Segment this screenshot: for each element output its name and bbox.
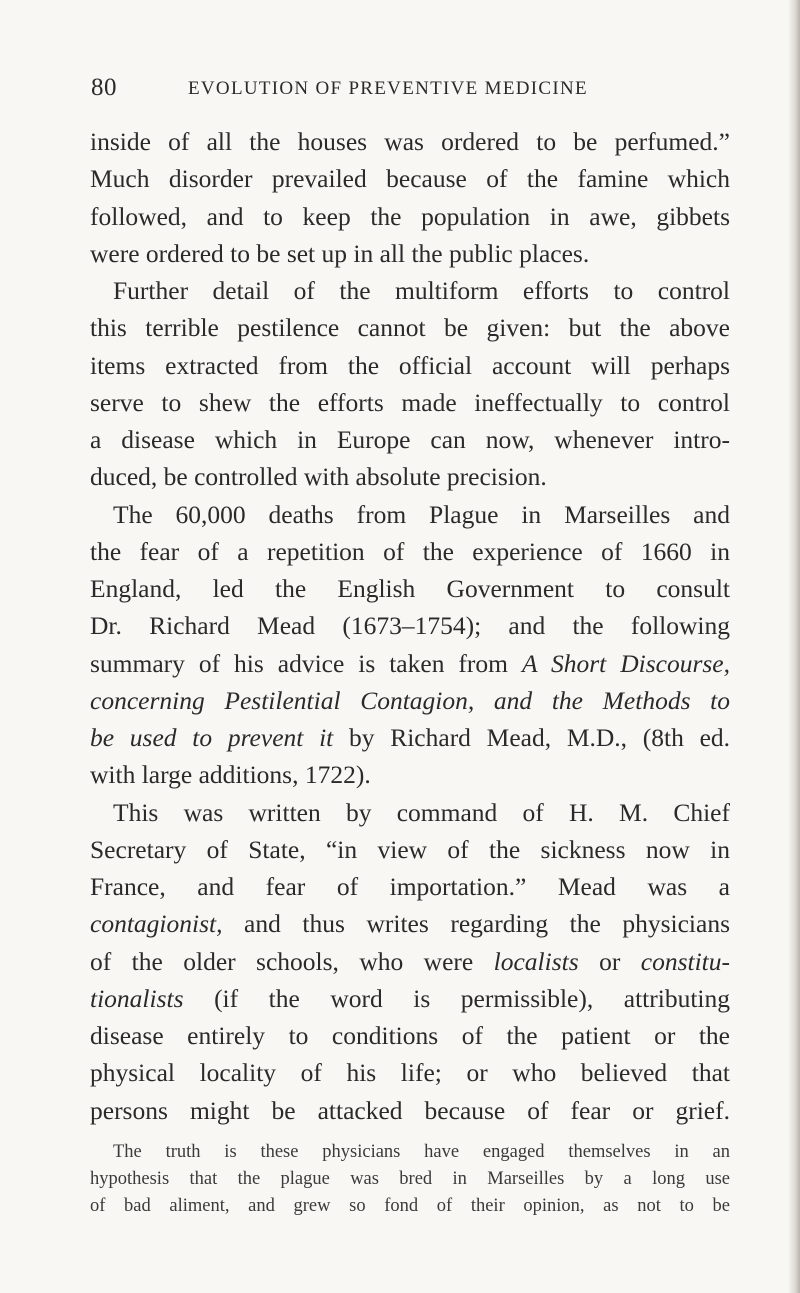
italic-term: contagionist, xyxy=(90,909,223,939)
text-line: physical locality of his life; or who believed that xyxy=(90,1058,730,1088)
book-title-italic: A Short Discourse, xyxy=(521,648,731,678)
quote-line: of bad aliment, and grew so fond of their opinion, as not to be xyxy=(90,1195,730,1216)
text-line xyxy=(90,980,730,1017)
text-line: followed, and to keep the population in awe, gibbets xyxy=(90,201,730,231)
text-line: persons might be attacked because of fear or grief. xyxy=(90,1095,730,1125)
text-line xyxy=(90,943,730,980)
italic-term: constitu- xyxy=(640,946,731,976)
running-title: EVOLUTION OF PREVENTIVE MEDICINE xyxy=(188,78,588,99)
text-fragment: and thus writes regarding the physicians xyxy=(244,909,730,939)
text-line: items extracted from the official account will perhaps xyxy=(90,350,730,380)
text-line: disease entirely to conditions of the patient or the xyxy=(90,1021,730,1050)
text-line: duced, be controlled with absolute precision. xyxy=(90,462,547,492)
page-edge-shadow xyxy=(788,0,800,1293)
page-header xyxy=(91,74,731,108)
text-line: were ordered to be set up in all the public places. xyxy=(90,238,590,268)
text-line xyxy=(90,719,730,756)
book-title-italic: be used to prevent it xyxy=(90,723,334,752)
text-line xyxy=(90,905,730,942)
text-line: inside of all the houses was ordered to be perfumed.” xyxy=(90,127,730,156)
text-line: France, and fear of importation.” Mead was a xyxy=(90,872,730,901)
quote-line: The truth is these physicians have engaged themselves in an xyxy=(113,1141,730,1162)
page-number: 80 xyxy=(91,74,117,101)
text-fragment: summary of his advice is taken from xyxy=(90,648,508,678)
text-fragment: or xyxy=(599,946,621,976)
text-fragment: of the older schools, who were xyxy=(90,946,474,976)
text-line: Secretary of State, “in view of the sickness now in xyxy=(90,834,730,864)
paragraph-start: The 60,000 deaths from Plague in Marseilles and xyxy=(113,499,730,529)
text-line: with large additions, 1722). xyxy=(90,760,371,790)
paragraph-start: This was written by command of H. M. Chief xyxy=(113,797,730,827)
text-line: Much disorder prevailed because of the famine which xyxy=(90,164,730,194)
text-line: serve to shew the efforts made ineffectually to control xyxy=(90,387,730,417)
text-line: England, led the English Government to consult xyxy=(90,574,730,603)
text-line xyxy=(90,645,730,682)
text-line: the fear of a repetition of the experience of 1660 in xyxy=(90,536,730,566)
quote-line: hypothesis that the plague was bred in Marseilles by a long use xyxy=(90,1168,730,1189)
book-title-line: concerning Pestilential Contagion, and the Methods to xyxy=(90,685,730,715)
italic-term: localists xyxy=(493,946,579,976)
text-line: Dr. Richard Mead (1673–1754); and the following xyxy=(90,611,730,641)
text-fragment: (if the word is permissible), attributing xyxy=(214,983,730,1013)
italic-term: tionalists xyxy=(90,983,184,1013)
paragraph-start: Further detail of the multiform efforts to control xyxy=(113,276,730,305)
text-line: a disease which in Europe can now, whenever intro- xyxy=(90,425,730,454)
main-text xyxy=(90,123,730,1220)
text-fragment: by Richard Mead, M.D., (8th ed. xyxy=(348,723,731,752)
quoted-passage xyxy=(90,1139,730,1220)
text-line: this terrible pestilence cannot be given: but the above xyxy=(90,313,730,343)
